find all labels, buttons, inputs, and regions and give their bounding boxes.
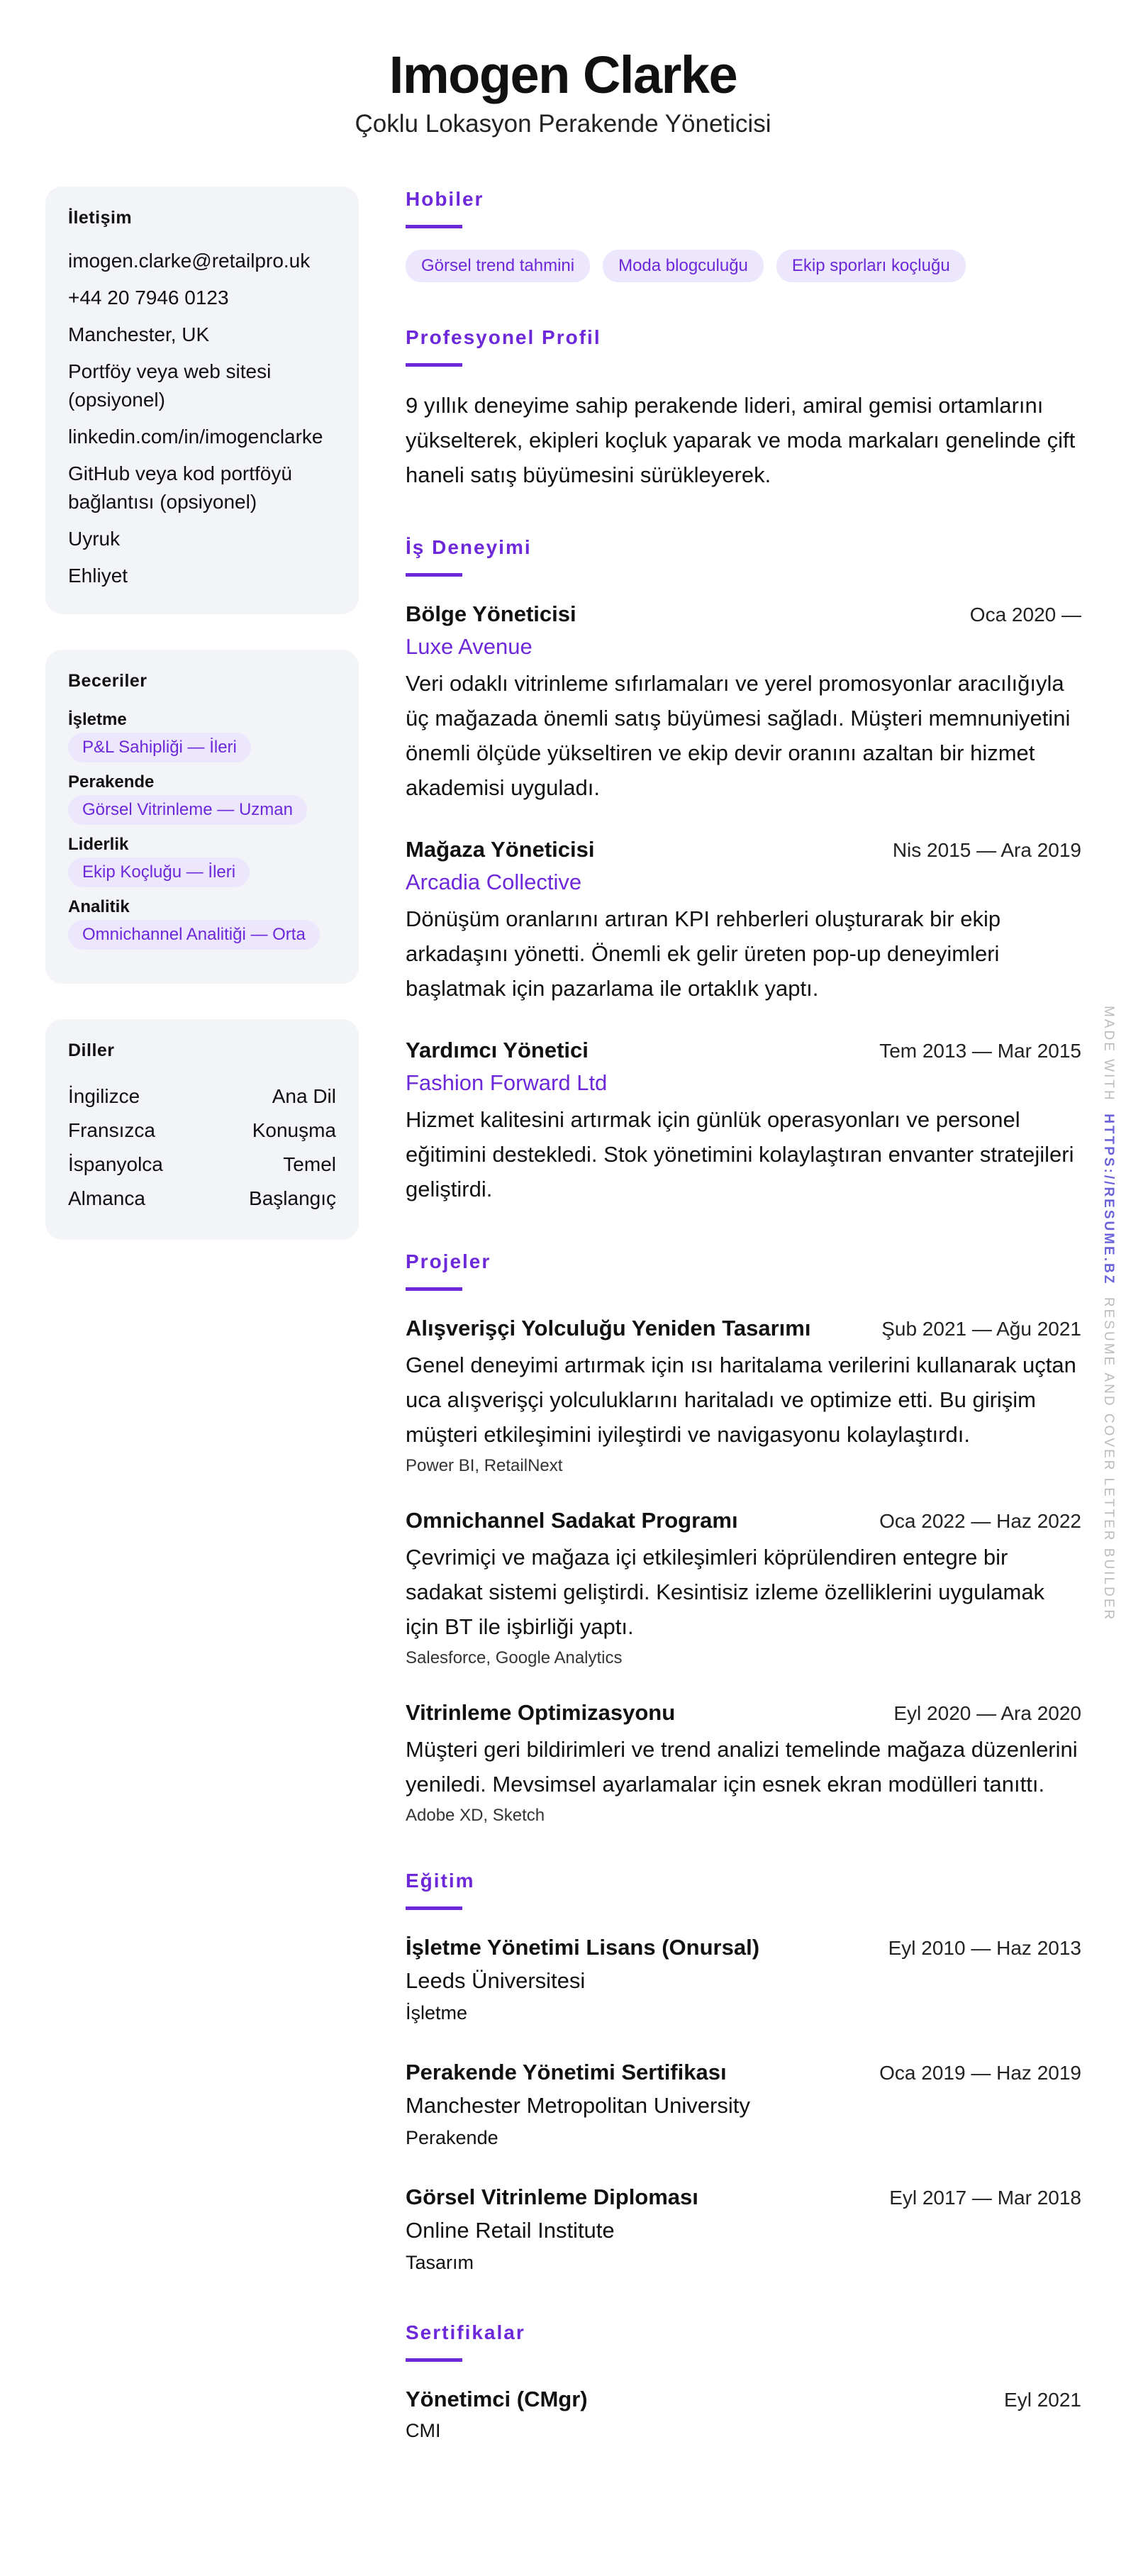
certificates-heading: Sertifikalar xyxy=(406,2321,525,2343)
heading-underline xyxy=(406,363,462,367)
school: Leeds Üniversitesi xyxy=(406,1968,586,1993)
language-row xyxy=(68,1148,336,1182)
job-company: Fashion Forward Ltd xyxy=(406,1070,608,1095)
job-description: Dönüşüm oranlarını artıran KPI rehberleri oluşturarak bir ekip arkadaşını yönetti. Önemli ek gelir üreten pop-up deneyimleri başlatmak için pazarlama ile ortaklık yaptı. xyxy=(406,906,1001,1001)
heading-underline xyxy=(406,225,462,228)
language-row xyxy=(68,1182,336,1216)
skill-group-label: Perakende xyxy=(68,772,155,792)
contact-github[interactable]: GitHub veya kod portföyü bağlantısı (opsiyonel) xyxy=(68,462,292,513)
languages-heading: Diller xyxy=(68,1040,115,1060)
skill-group xyxy=(68,835,336,887)
contact-location: Manchester, UK xyxy=(68,323,210,345)
language-name: İngilizce xyxy=(68,1085,140,1107)
experience-section xyxy=(406,535,1081,1206)
skills-card xyxy=(45,650,359,984)
project-title: Vitrinleme Optimizasyonu xyxy=(406,1700,676,1725)
skills-heading: Beceriler xyxy=(68,671,147,691)
experience-item xyxy=(406,833,1081,1006)
hobbies-heading: Hobiler xyxy=(406,188,484,210)
watermark-prefix: MADE WITH xyxy=(1101,1006,1116,1102)
language-row xyxy=(68,1114,336,1148)
skill-group-label: Liderlik xyxy=(68,835,129,854)
school: Online Retail Institute xyxy=(406,2218,615,2243)
education-item xyxy=(406,1931,1081,2028)
job-role: Mağaza Yöneticisi xyxy=(406,837,595,862)
contact-heading: İletişim xyxy=(68,208,133,228)
skill-group xyxy=(68,772,336,825)
project-title: Omnichannel Sadakat Programı xyxy=(406,1508,738,1533)
project-item xyxy=(406,1504,1081,1668)
certificate-item xyxy=(406,2383,1081,2445)
project-title: Alışverişçi Yolculuğu Yeniden Tasarımı xyxy=(406,1316,811,1340)
main-column xyxy=(406,187,1081,2488)
skill-pill: Omnichannel Analitiği — Orta xyxy=(68,920,320,950)
watermark-link[interactable]: HTTPS://RESUME.BZ xyxy=(1101,1114,1116,1286)
watermark xyxy=(1100,1006,1116,1621)
job-role: Yardımcı Yönetici xyxy=(406,1038,589,1062)
project-date: Oca 2022 — Haz 2022 xyxy=(879,1510,1081,1532)
education-item xyxy=(406,2056,1081,2153)
contact-license: Ehliyet xyxy=(68,565,128,587)
language-level: Başlangıç xyxy=(249,1187,336,1209)
skill-group-label: Analitik xyxy=(68,897,130,916)
study-field: Tasarım xyxy=(406,2252,474,2273)
education-heading: Eğitim xyxy=(406,1870,475,1892)
candidate-name: Imogen Clarke xyxy=(389,45,737,104)
candidate-title: Çoklu Lokasyon Perakende Yöneticisi xyxy=(355,110,771,138)
education-date: Eyl 2010 — Haz 2013 xyxy=(888,1937,1081,1959)
language-level: Konuşma xyxy=(252,1119,336,1141)
job-role: Bölge Yöneticisi xyxy=(406,601,576,626)
contact-card xyxy=(45,187,359,614)
education-item xyxy=(406,2181,1081,2277)
hobby-chip: Ekip sporları koçluğu xyxy=(776,250,966,282)
language-name: Fransızca xyxy=(68,1119,155,1141)
job-company: Arcadia Collective xyxy=(406,870,582,894)
languages-card xyxy=(45,1019,359,1240)
study-field: İşletme xyxy=(406,2002,468,2023)
contact-email[interactable]: imogen.clarke@retailpro.uk xyxy=(68,250,311,272)
degree: Görsel Vitrinleme Diploması xyxy=(406,2184,698,2209)
contact-nationality: Uyruk xyxy=(68,528,121,550)
certificate-issuer: CMI xyxy=(406,2420,441,2441)
skill-pill: P&L Sahipliği — İleri xyxy=(68,733,251,762)
project-item xyxy=(406,1697,1081,1826)
skill-pill: Görsel Vitrinleme — Uzman xyxy=(68,795,307,825)
education-date: Oca 2019 — Haz 2019 xyxy=(879,2062,1081,2084)
project-description: Çevrimiçi ve mağaza içi etkileşimleri köprülendiren entegre bir sadakat sistemi geliştirdi. Kesintisiz izleme özelliklerini uygulamak için BT ile işbirliği yaptı. xyxy=(406,1545,1045,1639)
skill-group-label: İşletme xyxy=(68,710,127,729)
project-description: Genel deneyimi artırmak için ısı haritalama verilerini kullanarak uçtan uca alışverişçi yolculuklarını haritaladı ve optimize etti. Bu girişim müşteri etkileşimini iyileştirdi ve navigasyonu kolaylaştırdı. xyxy=(406,1353,1076,1447)
language-level: Temel xyxy=(283,1153,336,1175)
project-tech: Power BI, RetailNext xyxy=(406,1456,563,1475)
school: Manchester Metropolitan University xyxy=(406,2093,750,2118)
education-date: Eyl 2017 — Mar 2018 xyxy=(889,2187,1081,2209)
language-name: İspanyolca xyxy=(68,1153,163,1175)
contact-phone[interactable]: +44 20 7946 0123 xyxy=(68,287,229,309)
education-section xyxy=(406,1868,1081,2277)
project-tech: Adobe XD, Sketch xyxy=(406,1806,545,1825)
certificate-date: Eyl 2021 xyxy=(1004,2389,1081,2411)
certificates-section xyxy=(406,2320,1081,2445)
certificate-name: Yönetimci (CMgr) xyxy=(406,2387,588,2411)
project-tech: Salesforce, Google Analytics xyxy=(406,1648,623,1667)
language-row xyxy=(68,1079,336,1114)
job-date: Nis 2015 — Ara 2019 xyxy=(892,839,1081,861)
job-date: Tem 2013 — Mar 2015 xyxy=(879,1040,1081,1062)
heading-underline xyxy=(406,573,462,577)
job-company: Luxe Avenue xyxy=(406,634,533,659)
hobbies-section xyxy=(406,187,1081,282)
language-level: Ana Dil xyxy=(272,1085,336,1107)
projects-section xyxy=(406,1249,1081,1826)
profile-section xyxy=(406,325,1081,492)
heading-underline xyxy=(406,1287,462,1291)
project-date: Şub 2021 — Ağu 2021 xyxy=(881,1318,1081,1340)
heading-underline xyxy=(406,1906,462,1910)
experience-item xyxy=(406,598,1081,805)
project-item xyxy=(406,1312,1081,1476)
sidebar xyxy=(45,187,359,1275)
profile-text: 9 yıllık deneyime sahip perakende lideri, amiral gemisi ortamlarını yükselterek, ekipleri koçluk yaparak ve moda markaları genelinde çift haneli satış büyümesini sürükleyerek. xyxy=(406,393,1076,487)
hobby-chip: Moda blogculuğu xyxy=(603,250,764,282)
profile-heading: Profesyonel Profil xyxy=(406,326,601,348)
degree: Perakende Yönetimi Sertifikası xyxy=(406,2060,727,2084)
heading-underline xyxy=(406,2358,462,2362)
projects-heading: Projeler xyxy=(406,1250,491,1272)
job-description: Hizmet kalitesini artırmak için günlük operasyonları ve personel eğitimini destekledi. Stok yönetimini kolaylaştıran envanter stratejileri geliştirdi. xyxy=(406,1107,1074,1201)
experience-item xyxy=(406,1034,1081,1206)
project-description: Müşteri geri bildirimleri ve trend analizi temelinde mağaza düzenlerini yeniledi. Mevsimsel ayarlamalar için esnek ekran modülleri tanıttı. xyxy=(406,1737,1078,1797)
resume-header xyxy=(0,0,1126,140)
contact-linkedin[interactable]: linkedin.com/in/imogenclarke xyxy=(68,426,323,448)
language-name: Almanca xyxy=(68,1187,145,1209)
contact-website[interactable]: Portföy veya web sitesi (opsiyonel) xyxy=(68,360,272,411)
skill-pill: Ekip Koçluğu — İleri xyxy=(68,857,250,887)
job-description: Veri odaklı vitrinleme sıfırlamaları ve yerel promosyonlar aracılığıyla üç mağazada önemli satış büyümesi sağladı. Müşteri memnuniyetini önemli ölçüde yükseltiren ve ekip devir oranını azaltan bir hizmet akademisi uyguladı. xyxy=(406,671,1071,800)
hobby-chip: Görsel trend tahmini xyxy=(406,250,590,282)
experience-heading: İş Deneyimi xyxy=(406,536,532,558)
skill-group xyxy=(68,897,336,950)
watermark-suffix: RESUME AND COVER LETTER BUILDER xyxy=(1101,1297,1116,1622)
study-field: Perakende xyxy=(406,2127,498,2148)
project-date: Eyl 2020 — Ara 2020 xyxy=(893,1702,1081,1724)
degree: İşletme Yönetimi Lisans (Onursal) xyxy=(406,1935,760,1960)
skill-group xyxy=(68,710,336,762)
job-date: Oca 2020 — xyxy=(969,604,1081,626)
